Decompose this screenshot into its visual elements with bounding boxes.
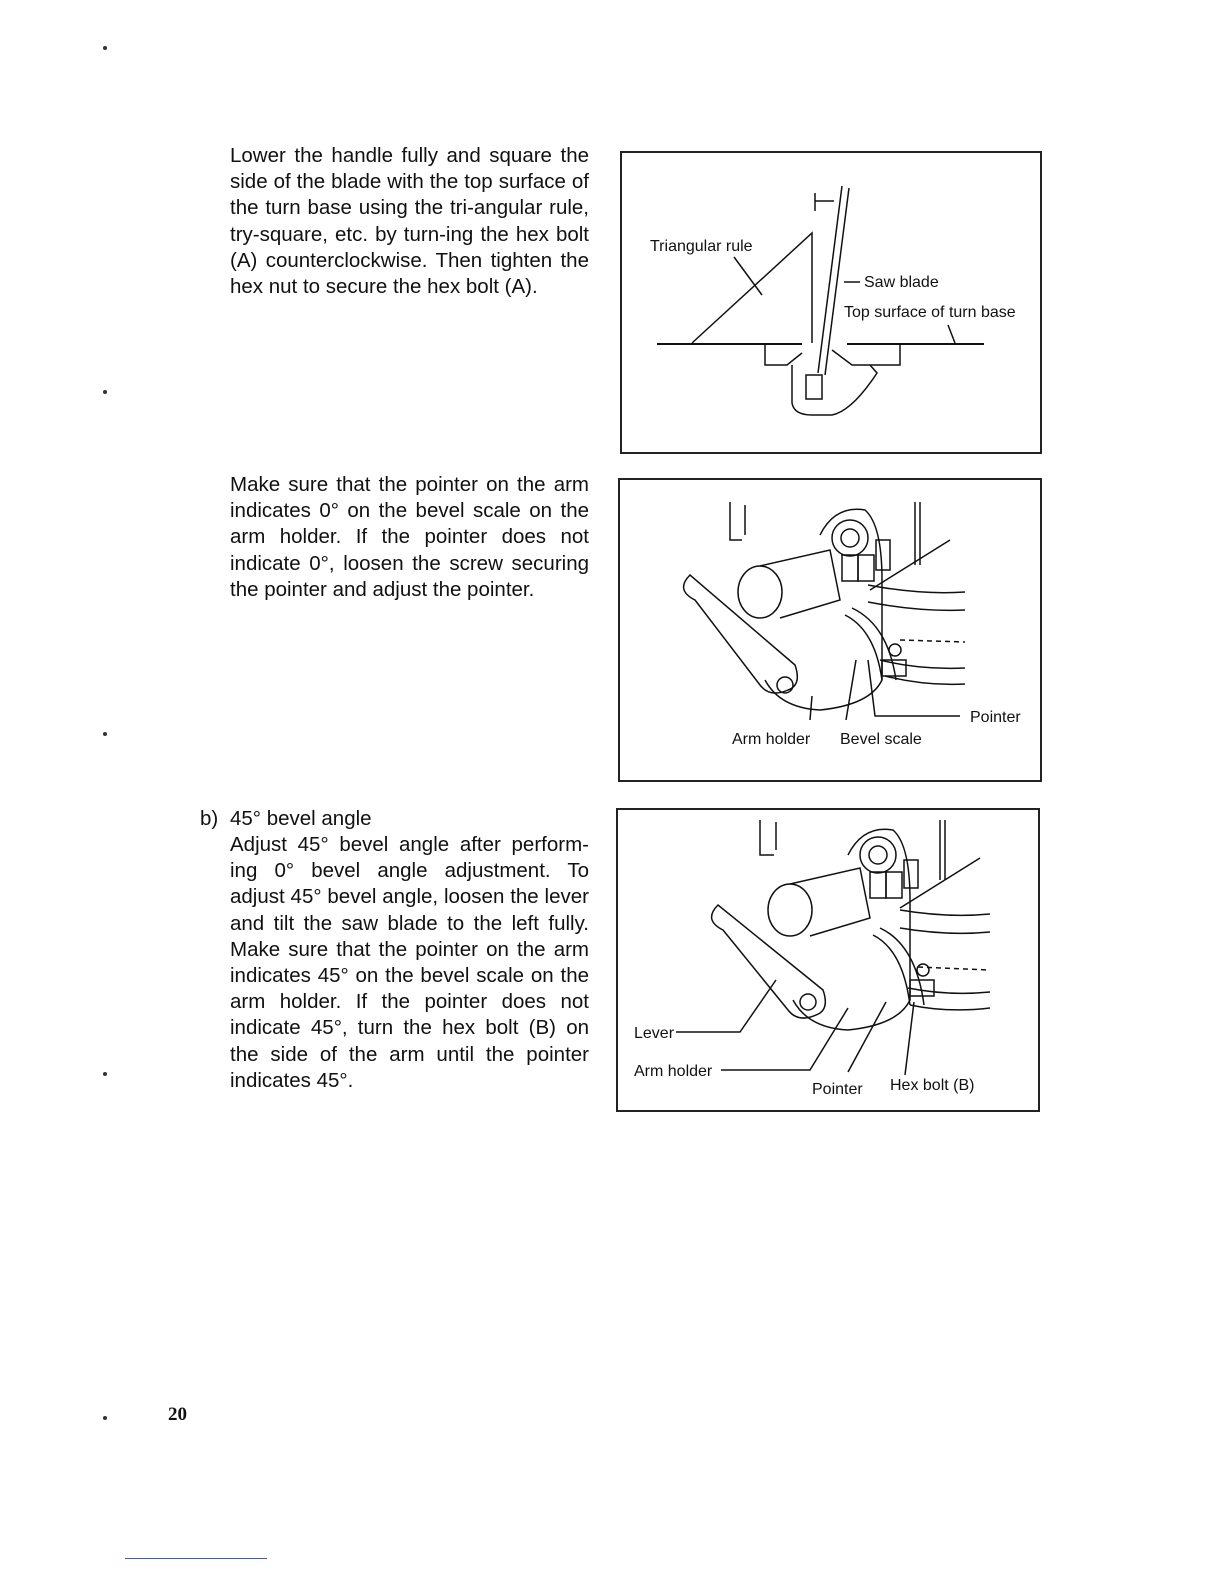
figure-bevel-45-drawing [618,810,1038,1110]
paragraph-pointer-zero: Make sure that the pointer on the arm indicates 0° on the bevel scale on the arm holder. If the pointer does not indicate 0°, loosen the screw securing the pointer and adjust the pointer. [230,473,589,601]
margin-dot [103,1416,107,1420]
figure-triangular-rule-drawing [622,153,1040,452]
figure-triangular-rule [620,151,1042,454]
label-pointer: Pointer [812,1081,863,1098]
list-marker-b: b) [200,807,219,830]
footer-rule [125,1558,267,1559]
label-lever: Lever [634,1025,675,1042]
paragraph-bevel-45: Adjust 45° bevel angle after perform-ing 0° bevel angle adjustment. To adjust 45° bevel angle, loosen the lever and tilt the saw blade to the left fully. Make sure that the pointer on the arm indicates 45° on the bevel scale on the arm holder. If the pointer does not indicate 45°, turn the hex bolt (B) on the side of the arm until the pointer indicates 45°. [230,833,589,1092]
page-number: 20 [168,1404,187,1425]
margin-dot [103,732,107,736]
margin-dot [103,1072,107,1076]
heading-bevel-45: 45° bevel angle [230,807,372,830]
margin-dot [103,390,107,394]
label-arm-holder: Arm holder [732,731,811,748]
label-bevel-scale: Bevel scale [840,731,922,748]
figure-bevel-zero-drawing [620,480,1040,780]
figure-bevel-45 [616,808,1040,1112]
margin-dot [103,46,107,50]
label-top-surface: Top surface of turn base [844,304,1016,321]
label-hex-bolt: Hex bolt (B) [890,1077,975,1094]
label-triangular-rule: Triangular rule [650,238,753,255]
label-arm-holder: Arm holder [634,1063,713,1080]
label-pointer: Pointer [970,709,1021,726]
paragraph-square-blade: Lower the handle fully and square the side of the blade with the top surface of the turn base using the tri-angular rule, try-square, etc. by turn-ing the hex bolt (A) counterclockwise. Then tighten the hex nut to secure the hex bolt (A). [230,144,589,299]
figure-bevel-zero [618,478,1042,782]
label-saw-blade: Saw blade [864,274,939,291]
